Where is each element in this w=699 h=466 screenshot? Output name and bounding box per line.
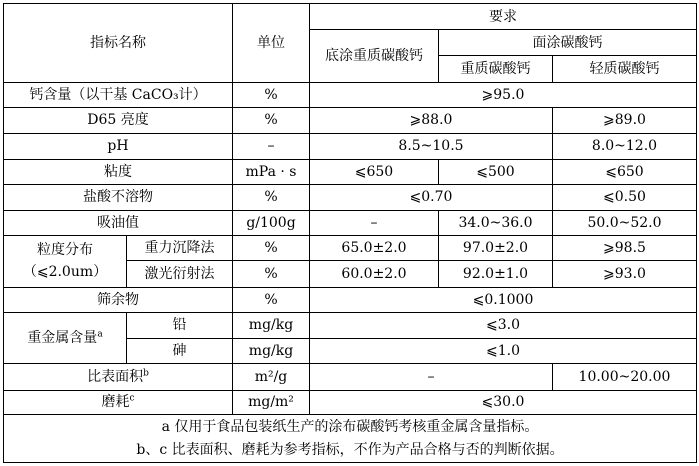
particle-group-label — [4, 235, 127, 287]
row-value: 60.0±2.0 — [310, 261, 439, 287]
heavy-metal-group-label — [4, 313, 127, 364]
row-unit: % — [233, 83, 310, 107]
row-value: 10.00~20.00 — [553, 364, 697, 390]
row-unit: mg/kg — [233, 313, 310, 338]
row-value: – — [310, 364, 553, 390]
footnote-marker-c: c — [129, 393, 135, 404]
row-value: 97.0±2.0 — [439, 235, 553, 260]
row-value: ⩾89.0 — [553, 107, 697, 133]
table-row — [4, 134, 697, 159]
row-unit: % — [233, 107, 310, 133]
row-value: ⩾88.0 — [310, 107, 553, 133]
header-unit: 单位 — [233, 4, 310, 83]
table-row — [4, 313, 697, 338]
row-name-cell — [4, 364, 233, 390]
row-value: ⩽30.0 — [310, 390, 697, 414]
particle-group-line2: （⩽2.0um） — [22, 264, 108, 281]
row-name: 重力沉降法 — [127, 235, 233, 260]
header-indicator-name: 指标名称 — [4, 4, 233, 83]
footnote-marker-a: a — [97, 329, 103, 340]
row-value: ⩾98.5 — [553, 235, 697, 260]
header-light: 轻质碳酸钙 — [553, 55, 697, 82]
table-row — [4, 287, 697, 312]
row-value: ⩽650 — [553, 159, 697, 184]
row-unit: % — [233, 287, 310, 312]
row-name: D65 亮度 — [4, 107, 233, 133]
table-row — [4, 390, 697, 414]
footnote-marker-b: b — [143, 368, 149, 379]
row-value: 8.0~12.0 — [553, 134, 697, 159]
header-heavy: 重质碳酸钙 — [439, 55, 553, 82]
row-unit: % — [233, 261, 310, 287]
row-name: 砷 — [127, 338, 233, 363]
row-name: 盐酸不溶物 — [4, 185, 233, 210]
row-name: 铅 — [127, 313, 233, 338]
row-name: pH — [4, 134, 233, 159]
row-unit: % — [233, 235, 310, 260]
header-requirement: 要求 — [310, 4, 697, 30]
row-value: ⩾95.0 — [310, 83, 697, 107]
header-base-coat: 底涂重质碳酸钙 — [310, 30, 439, 83]
row-name: 筛余物 — [4, 287, 233, 312]
table-row — [4, 107, 697, 133]
row-name: 吸油值 — [4, 210, 233, 235]
row-unit: % — [233, 185, 310, 210]
table-notes — [4, 415, 697, 463]
row-name-cell — [4, 390, 233, 414]
row-name: 比表面积 — [87, 368, 144, 385]
table-row — [4, 210, 697, 235]
row-name: 粘度 — [4, 159, 233, 184]
row-value: ⩽0.1000 — [310, 287, 697, 312]
row-value: ⩽500 — [439, 159, 553, 184]
row-value: – — [310, 210, 439, 235]
row-unit: m²/g — [233, 364, 310, 390]
table-row — [4, 159, 697, 184]
spec-table — [3, 3, 697, 463]
table-row — [4, 235, 697, 260]
row-unit: – — [233, 134, 310, 159]
row-value: 8.5~10.5 — [310, 134, 553, 159]
header-top-coat: 面涂碳酸钙 — [439, 30, 697, 55]
row-unit: mg/kg — [233, 338, 310, 363]
particle-group-line1: 粒度分布 — [37, 242, 93, 259]
heavy-metal-group-name: 重金属含量 — [27, 330, 98, 347]
note-a: a 仅用于食品包装纸生产的涂布碳酸钙考核重金属含量指标。 — [161, 419, 539, 436]
row-value: 65.0±2.0 — [310, 235, 439, 260]
row-name: 磨耗 — [101, 394, 130, 411]
table-row — [4, 185, 697, 210]
row-name: 钙含量（以干基 CaCO₃计） — [4, 83, 233, 107]
row-value: 50.0~52.0 — [553, 210, 697, 235]
row-unit: g/100g — [233, 210, 310, 235]
row-unit: mPa · s — [233, 159, 310, 184]
row-unit: mg/m² — [233, 390, 310, 414]
row-value: ⩽1.0 — [310, 338, 697, 363]
table-row — [4, 83, 697, 107]
row-value: ⩾93.0 — [553, 261, 697, 287]
row-value: ⩽0.50 — [553, 185, 697, 210]
table-row — [4, 364, 697, 390]
row-value: ⩽0.70 — [310, 185, 553, 210]
row-value: 92.0±1.0 — [439, 261, 553, 287]
row-value: ⩽3.0 — [310, 313, 697, 338]
row-value: 34.0~36.0 — [439, 210, 553, 235]
row-name: 激光衍射法 — [127, 261, 233, 287]
note-bc: b、c 比表面积、磨耗为参考指标，不作为产品合格与否的判断依据。 — [136, 441, 564, 458]
row-value: ⩽650 — [310, 159, 439, 184]
